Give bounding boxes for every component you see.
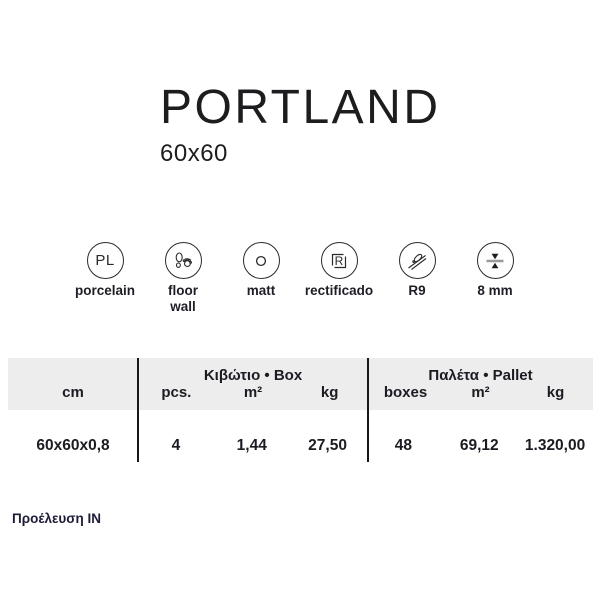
rectified-icon [321,242,358,279]
group-label-box: Κιβώτιο • Box [203,366,303,384]
icon-label: 8 mm [477,283,513,298]
title-block [160,81,441,168]
spec-table [8,358,593,462]
matt-finish-icon [243,242,280,279]
column-header-cm: cm [62,384,84,401]
footprint-hand-icon [165,242,202,279]
table-row [8,410,593,462]
origin-note: Προέλευση IN [12,511,101,526]
value-m2-pallet: 69,12 [459,437,499,454]
table-divider-left [137,358,139,462]
value-m2-box: 1,44 [236,437,267,454]
header-group-pallet [368,358,593,410]
spec-icon-slip-rating [378,242,456,315]
header-cell-cm [8,358,138,410]
foot-ramp-icon [399,242,436,279]
icon-label-line2: wall [170,299,196,314]
size-value: 60x60x0,8 [36,437,110,454]
product-size: 60x60 [160,140,228,167]
spec-icon-rectified [300,242,378,315]
value-kg-pallet: 1.320,00 [524,437,586,454]
value-pcs: 4 [171,437,181,454]
column-header-m2-box: m² [243,384,263,401]
page-title: PORTLAND [160,81,441,134]
porcelain-icon [87,242,124,279]
icon-label: matt [246,283,276,298]
icon-label: rectificado [304,283,374,298]
spec-icon-floor-wall [144,242,222,315]
box-column-headers [138,384,368,410]
column-header-boxes: boxes [383,384,428,401]
column-header-kg-box: kg [320,384,339,401]
icon-label [168,283,198,315]
pallet-values [366,410,594,462]
porcelain-glyph: PL [95,252,115,269]
value-kg-box: 27,50 [308,437,347,454]
icon-label: porcelain [74,283,136,298]
pallet-column-headers [368,384,593,410]
column-header-m2-pallet: m² [471,384,490,401]
value-boxes: 48 [394,437,413,454]
column-header-pcs: pcs. [161,384,192,401]
box-values [138,410,366,462]
cell-size [8,410,138,462]
spec-icon-thickness [456,242,534,315]
column-header-kg-pallet: kg [546,384,565,401]
rectified-glyph: R [334,253,344,268]
spec-icon-matt [222,242,300,315]
icon-label-line1: floor [168,283,198,298]
thickness-icon [477,242,514,279]
spec-icons-row [0,242,600,315]
group-label-pallet: Παλέτα • Pallet [428,366,533,384]
header-group-box [138,358,368,410]
spec-icon-porcelain [66,242,144,315]
icon-label: R9 [408,283,426,298]
table-header [8,358,593,410]
table-divider-right [367,358,369,462]
